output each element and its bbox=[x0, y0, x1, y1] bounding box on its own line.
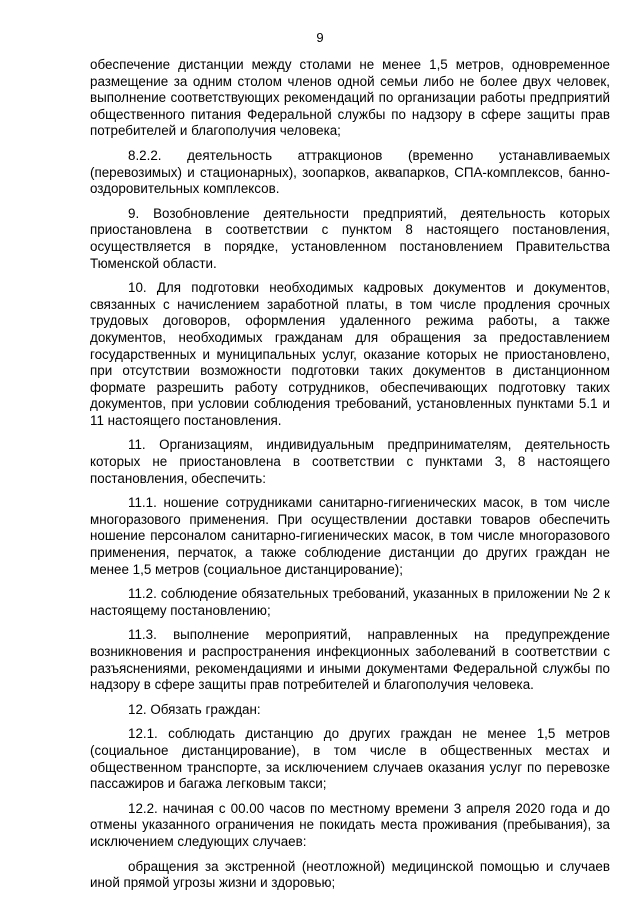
document-body bbox=[90, 57, 610, 900]
paragraph: 11.2. соблюдение обязательных требований, указанных в приложении № 2 к настоящему постановлению; bbox=[90, 586, 610, 618]
paragraph: 8.2.2. деятельность аттракционов (временно устанавливаемых (перевозимых) и стационарных), зоопарков, аквапарков, СПА-комплексов, банно-оздоровительных комплексов. bbox=[90, 147, 610, 197]
paragraph: 12.2. начиная с 00.00 часов по местному времени 3 апреля 2020 года и до отмены указанного ограничения не покидать места проживания (пребывания), за исключением следующих случаев: bbox=[90, 800, 610, 849]
page-number: 9 bbox=[316, 30, 324, 45]
paragraph: 12. Обязать граждан: bbox=[128, 701, 261, 717]
paragraph: 11. Организациям, индивидуальным предпринимателям, деятельность которых не приостановлена в соответствии с пунктами 3, 8 настоящего постановления, обеспечить: bbox=[90, 437, 610, 486]
paragraph: обращения за экстренной (неотложной) медицинской помощью и случаев иной прямой угрозы жизни и здоровью; bbox=[90, 858, 610, 891]
paragraph: 12.1. соблюдать дистанцию до других граждан не менее 1,5 метров (социальное дистанцирование), в том числе в общественных местах и общественном транспорте, за исключением случаев оказания услуг по перевозке пассажиров и багажа легковым такси; bbox=[90, 726, 610, 792]
paragraph: 10. Для подготовки необходимых кадровых документов и документов, связанных с начислением заработной платы, в том числе продления срочных трудовых договоров, оформления удаленного режима работы, а также документов, необходимых гражданам для обращения за предоставлением государственных и муниципальных услуг, оказание которых не приостановлено, при отсутствии возможности подготовки таких документов в дистанционном формате разрешить работу сотрудников, обеспечивающих подготовку таких документов, при условии соблюдения требований, установленных пунктами 5.1 и 11 настоящего постановления. bbox=[90, 280, 610, 428]
paragraph: 9. Возобновление деятельности предприятий, деятельность которых приостановлена в соответствии с пунктом 8 настоящего постановления, осуществляется в порядке, установленном постановлением Правительства Тюменской области. bbox=[90, 205, 610, 271]
paragraph: обеспечение дистанции между столами не менее 1,5 метров, одновременное размещение за одним столом членов одной семьи либо не более двух человек, выполнение соответствующих рекомендаций по организации работы предприятий общественного питания Федеральной службы по надзору в сфере защиты прав потребителей и благополучия человека; bbox=[90, 57, 610, 139]
paragraph: 11.1. ношение сотрудниками санитарно-гигиенических масок, в том числе многоразового применения. При осуществлении доставки товаров обеспечить ношение персоналом санитарно-гигиенических масок, в том числе многоразового применения, перчаток, а также соблюдение дистанции до других граждан не менее 1,5 метров (социальное дистанцирование); bbox=[90, 495, 610, 577]
paragraph: 11.3. выполнение мероприятий, направленных на предупреждение возникновения и распространения инфекционных заболеваний в соответствии с разъяснениями, рекомендациями и иными документами Федеральной службы по надзору в сфере защиты прав потребителей и благополучия человека. bbox=[90, 627, 610, 693]
